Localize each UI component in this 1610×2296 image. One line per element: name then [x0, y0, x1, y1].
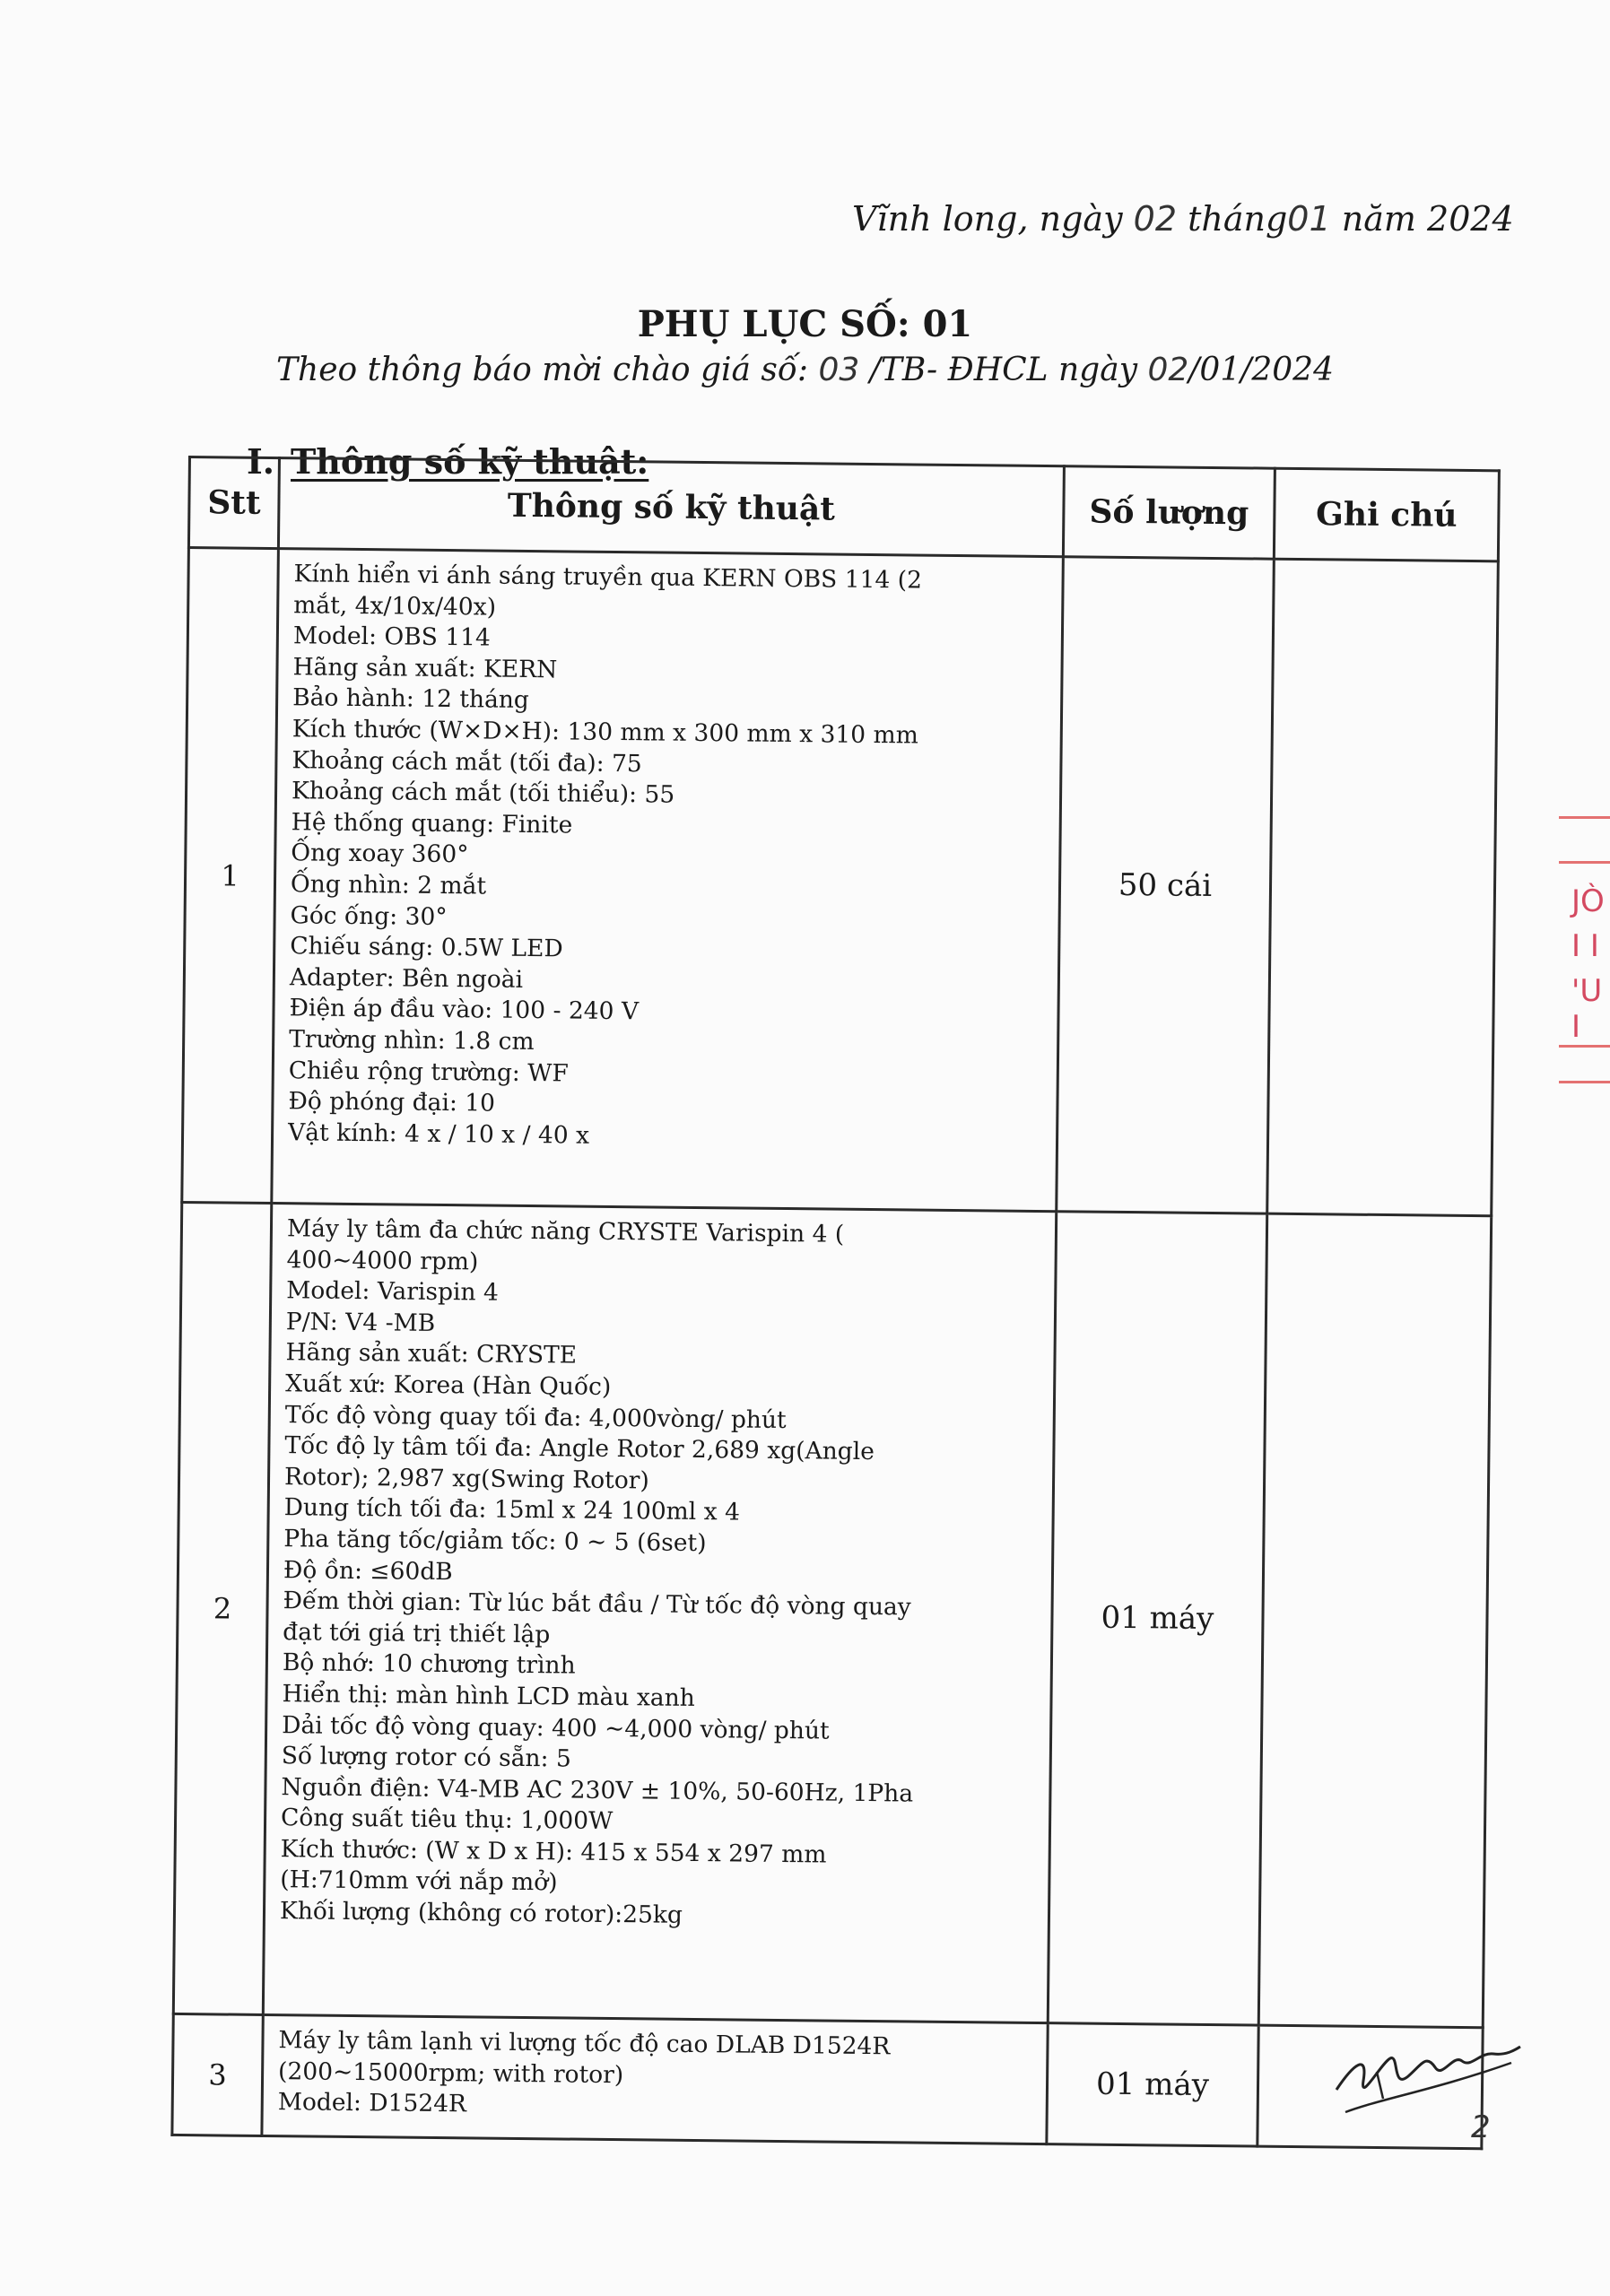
- spec-line: Điện áp đầu vào: 100 - 240 V: [289, 994, 640, 1026]
- header-note: Ghi chú: [1274, 468, 1499, 561]
- page-title: PHỤ LỤC SỐ: 01: [637, 303, 973, 345]
- subtitle-prefix: Theo thông báo mời chào giá số:: [276, 352, 809, 388]
- spec-line: Đếm thời gian: Từ lúc bắt đầu / Từ tốc độ vòng quay: [283, 1587, 911, 1622]
- spec-line: Chiếu sáng: 0.5W LED: [290, 932, 563, 963]
- spec-line: Máy ly tâm đa chức năng CRYSTE Varispin 4 (: [286, 1214, 845, 1248]
- row-qty: 01 máy: [1047, 2023, 1258, 2146]
- subtitle-middle: /TB- ĐHCL ngày: [869, 352, 1138, 388]
- spec-line: Bộ nhớ: 10 chương trình: [282, 1648, 576, 1680]
- spec-table: [170, 456, 1501, 2150]
- document-date: [852, 199, 1514, 239]
- spec-line: Model: Varispin 4: [286, 1276, 500, 1307]
- spec-line: Dải tốc độ vòng quay: 400 ~4,000 vòng/ phút: [282, 1710, 830, 1745]
- stamp-text: I I: [1571, 928, 1599, 964]
- spec-line: Số lượng rotor có sẵn: 5: [281, 1742, 571, 1773]
- spec-line: Ống nhìn: 2 mắt: [290, 870, 487, 900]
- header-qty: Số lượng: [1063, 466, 1275, 559]
- spec-line: P/N: V4 -MB: [285, 1307, 436, 1337]
- spec-line: Kích thước: (W x D x H): 415 x 554 x 297 mm: [280, 1835, 827, 1869]
- date-month: 01: [1287, 199, 1331, 239]
- spec-line: Rotor); 2,987 xg(Swing Rotor): [283, 1462, 649, 1495]
- partial-stamp: [1552, 807, 1610, 1103]
- table-row: [172, 2013, 1483, 2148]
- spec-line: Xuất xứ: Korea (Hàn Quốc): [285, 1370, 612, 1401]
- page-number: 2: [1471, 2109, 1491, 2145]
- spec-line: Kích thước (W×D×H): 130 mm x 300 mm x 310 mm: [292, 715, 918, 750]
- date-year-label: năm: [1341, 199, 1416, 239]
- spec-line: Bảo hành: 12 tháng: [292, 683, 530, 715]
- date-prefix: Vĩnh long, ngày: [852, 199, 1123, 239]
- row-spec: [263, 1204, 1056, 2023]
- spec-line: Khoảng cách mắt (tối đa): 75: [292, 745, 642, 778]
- spec-line: Nguồn điện: V4-MB AC 230V ± 10%, 50-60Hz, 1Pha: [281, 1772, 914, 1808]
- date-month-label: tháng: [1188, 199, 1288, 239]
- spec-line: Hiển thị: màn hình LCD màu xanh: [282, 1680, 695, 1712]
- page-subtitle: [0, 352, 1610, 388]
- spec-line: Dung tích tối đa: 15ml x 24 100ml x 4: [283, 1493, 741, 1526]
- spec-line: (H:710mm với nắp mở): [280, 1866, 558, 1897]
- spec-line: Tốc độ ly tâm tối đa: Angle Rotor 2,689 xg(Angle: [284, 1431, 875, 1466]
- subtitle-number: 03: [818, 352, 860, 388]
- row-note: [1258, 1213, 1491, 2028]
- signature: [1327, 2027, 1525, 2126]
- subtitle-day: 02: [1147, 352, 1189, 388]
- spec-line: 400~4000 rpm): [286, 1245, 479, 1276]
- stamp-text: 'U I: [1571, 973, 1603, 1045]
- table-row: [173, 1202, 1491, 2027]
- spec-line: Pha tăng tốc/giảm tốc: 0 ~ 5 (6set): [283, 1525, 707, 1558]
- row-qty: 01 máy: [1048, 1212, 1266, 2025]
- section-title: Thông số kỹ thuật:: [291, 441, 649, 482]
- row-note: [1267, 559, 1499, 1216]
- spec-line: Ống xoay 360°: [291, 839, 469, 869]
- spec-line: Adapter: Bên ngoài: [289, 962, 524, 994]
- spec-line: Máy ly tâm lạnh vi lượng tốc độ cao DLAB D1524R: [278, 2026, 891, 2061]
- spec-line: Model: D1524R: [277, 2088, 467, 2118]
- spec-line: Tốc độ vòng quay tối đa: 4,000vòng/ phút: [284, 1400, 787, 1434]
- spec-line: Vật kính: 4 x / 10 x / 40 x: [287, 1118, 590, 1150]
- spec-line: Góc ống: 30°: [290, 900, 448, 931]
- spec-line: Hãng sản xuất: KERN: [292, 653, 558, 684]
- row-qty: 50 cái: [1057, 557, 1275, 1213]
- spec-line: (200~15000rpm; with rotor): [277, 2057, 624, 2089]
- table-row: [182, 548, 1499, 1216]
- date-day: 02: [1133, 199, 1177, 239]
- row-spec: [272, 549, 1064, 1212]
- spec-line: Hệ thống quang: Finite: [291, 807, 573, 839]
- spec-line: Độ phóng đại: 10: [288, 1087, 496, 1118]
- spec-line: Kính hiển vi ánh sáng truyền qua KERN OBS 114 (2: [293, 560, 923, 595]
- spec-line: Công suất tiêu thụ: 1,000W: [280, 1804, 614, 1836]
- row-stt: 2: [173, 1202, 271, 2014]
- row-stt: 1: [182, 548, 279, 1204]
- header-stt: Stt: [188, 457, 279, 549]
- spec-line: Khối lượng (không có rotor):25kg: [279, 1897, 683, 1929]
- row-spec: [262, 2014, 1048, 2144]
- spec-line: Model: OBS 114: [292, 622, 491, 652]
- date-year: 2024: [1427, 199, 1514, 239]
- row-stt: 3: [172, 2013, 263, 2135]
- spec-line: Độ ồn: ≤60dB: [283, 1555, 453, 1586]
- spec-line: Trường nhìn: 1.8 cm: [289, 1025, 535, 1056]
- subtitle-suffix: /01/2024: [1188, 352, 1334, 388]
- spec-line: Hãng sản xuất: CRYSTE: [285, 1338, 578, 1370]
- spec-line: mắt, 4x/10x/40x): [293, 590, 497, 622]
- stamp-text: JÒ: [1571, 883, 1605, 919]
- header-spec: Thông số kỹ thuật: [278, 458, 1064, 557]
- section-number: I.: [247, 441, 275, 482]
- spec-line: Khoảng cách mắt (tối thiểu): 55: [291, 777, 675, 809]
- table-header-row: [188, 457, 1499, 561]
- spec-line: Chiều rộng trường: WF: [288, 1056, 570, 1087]
- spec-line: đạt tới giá trị thiết lập: [283, 1617, 551, 1649]
